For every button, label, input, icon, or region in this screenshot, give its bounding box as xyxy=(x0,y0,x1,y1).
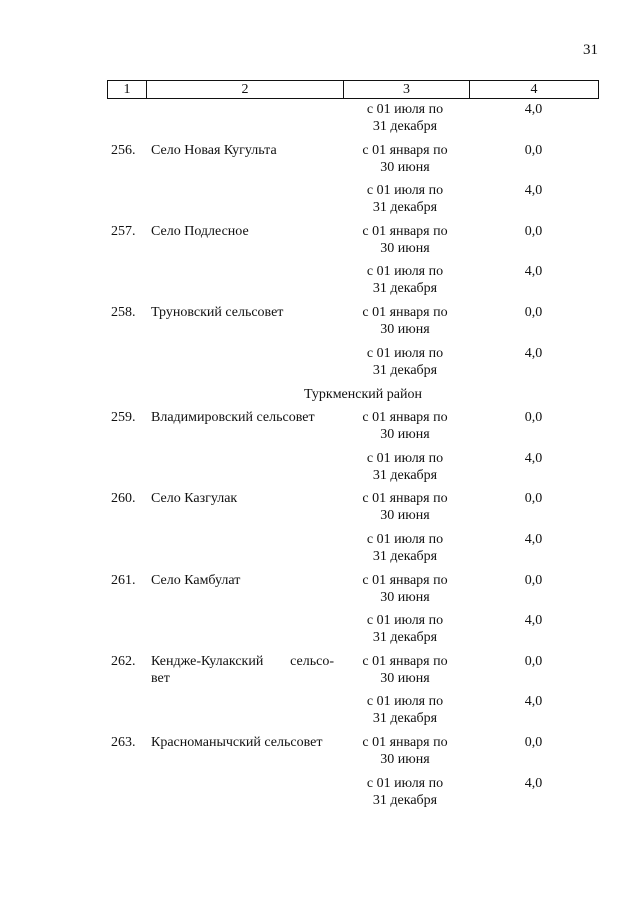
settlement-name: Село Новая Кугульта xyxy=(151,142,277,158)
row-number xyxy=(107,693,145,734)
header-col-4: 4 xyxy=(469,81,598,98)
table-row xyxy=(107,223,599,264)
value: 4,0 xyxy=(524,775,543,791)
settlement-name xyxy=(145,612,342,653)
settlement-name xyxy=(145,653,342,694)
settlement-name xyxy=(145,450,342,491)
settlement-name: Владимировский сельсовет xyxy=(151,410,315,426)
header-col-3: 3 xyxy=(343,81,469,98)
settlement-name: Село Казгулак xyxy=(151,491,238,507)
period: с 01 января по 30 июня xyxy=(362,410,448,443)
period: с 01 июля по 31 декабря xyxy=(366,183,444,216)
value: 0,0 xyxy=(524,572,543,588)
table-body xyxy=(107,101,599,815)
row-number: 263. xyxy=(111,734,136,750)
row-number: 256. xyxy=(111,142,136,158)
row-number: 261. xyxy=(111,572,136,588)
settlement-name-line: Кендже-Кулакский сельсо- xyxy=(151,653,334,669)
row-number xyxy=(107,612,145,653)
header-col-2: 2 xyxy=(146,81,343,98)
table-row xyxy=(107,409,599,450)
value: 0,0 xyxy=(524,491,543,507)
table-row xyxy=(107,693,599,734)
settlement-name xyxy=(145,263,342,304)
row-number xyxy=(107,263,145,304)
period: с 01 января по 30 июня xyxy=(362,734,448,767)
table-row xyxy=(107,101,599,142)
settlement-name xyxy=(145,101,342,142)
value: 4,0 xyxy=(524,102,543,117)
value: 0,0 xyxy=(524,223,543,239)
row-number: 258. xyxy=(111,304,136,320)
period: с 01 июля по 31 декабря xyxy=(366,345,444,378)
settlement-name xyxy=(145,182,342,223)
table-row xyxy=(107,531,599,572)
period: с 01 июля по 31 декабря xyxy=(366,264,444,297)
value: 4,0 xyxy=(524,694,543,710)
table-row xyxy=(107,572,599,613)
value: 4,0 xyxy=(524,531,543,547)
table-row xyxy=(107,734,599,775)
page-number: 31 xyxy=(583,42,598,58)
period: с 01 июля по 31 декабря xyxy=(366,102,444,134)
settlement-name xyxy=(145,693,342,734)
settlement-name-line: вет xyxy=(151,670,170,686)
row-number: 262. xyxy=(111,653,136,669)
period: с 01 января по 30 июня xyxy=(362,491,448,524)
period: с 01 июля по 31 декабря xyxy=(366,531,444,564)
row-number: 257. xyxy=(111,223,136,239)
period: с 01 января по 30 июня xyxy=(362,142,448,175)
settlement-name: Село Камбулат xyxy=(151,572,241,588)
value: 4,0 xyxy=(524,450,543,466)
settlement-name xyxy=(145,345,342,386)
value: 4,0 xyxy=(524,345,543,361)
value: 0,0 xyxy=(524,734,543,750)
row-number xyxy=(107,531,145,572)
settlement-name xyxy=(145,531,342,572)
period: с 01 января по 30 июня xyxy=(362,304,448,337)
table-row xyxy=(107,653,599,694)
value: 0,0 xyxy=(524,304,543,320)
settlement-name: Красноманычский сельсовет xyxy=(151,734,323,750)
period: с 01 января по 30 июня xyxy=(362,572,448,605)
value: 4,0 xyxy=(524,264,543,280)
table-row xyxy=(107,304,599,345)
settlement-name: Село Подлесное xyxy=(151,223,249,239)
table-row xyxy=(107,345,599,386)
value: 0,0 xyxy=(524,410,543,426)
period: с 01 июля по 31 декабря xyxy=(366,775,444,808)
row-number xyxy=(107,101,145,142)
header-col-1: 1 xyxy=(123,81,131,97)
value: 4,0 xyxy=(524,183,543,199)
table-row xyxy=(107,182,599,223)
table-row xyxy=(107,612,599,653)
period: с 01 июля по 31 декабря xyxy=(366,613,444,646)
value: 0,0 xyxy=(524,653,543,669)
row-number xyxy=(107,450,145,491)
settlement-name: Труновский сельсовет xyxy=(151,304,284,320)
row-number xyxy=(107,775,145,816)
row-number: 260. xyxy=(111,491,136,507)
table-row xyxy=(107,490,599,531)
settlement-name xyxy=(145,775,342,816)
value: 0,0 xyxy=(524,142,543,158)
row-number xyxy=(107,345,145,386)
table-row xyxy=(107,450,599,491)
district-heading: Туркменский район xyxy=(304,387,422,403)
value: 4,0 xyxy=(524,613,543,629)
period: с 01 января по 30 июня xyxy=(362,653,448,686)
table-row xyxy=(107,775,599,816)
period: с 01 июля по 31 декабря xyxy=(366,694,444,727)
table-row xyxy=(107,263,599,304)
table-row xyxy=(107,142,599,183)
period: с 01 июля по 31 декабря xyxy=(366,450,444,483)
period: с 01 января по 30 июня xyxy=(362,223,448,256)
table-header xyxy=(107,80,599,99)
row-number xyxy=(107,182,145,223)
row-number: 259. xyxy=(111,410,136,426)
